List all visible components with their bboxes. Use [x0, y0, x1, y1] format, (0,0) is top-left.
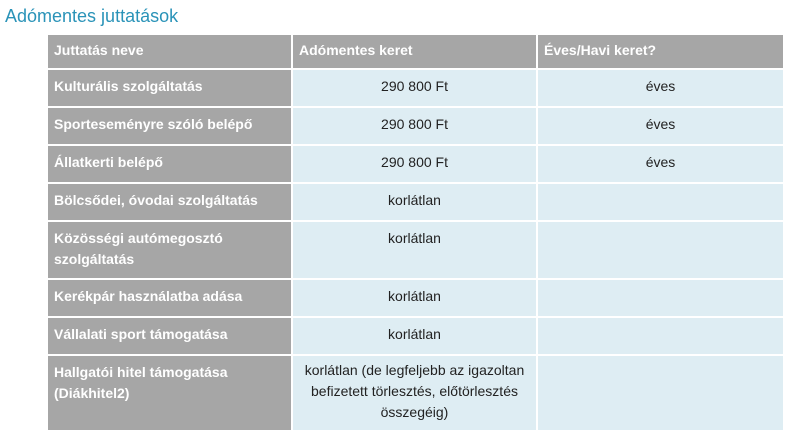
period-cell	[537, 317, 784, 355]
period-cell	[537, 355, 784, 431]
benefit-name-cell: Állatkerti belépő	[47, 145, 292, 183]
benefit-name-cell: Bölcsődei, óvodai szolgáltatás	[47, 183, 292, 221]
benefit-name-cell: Hallgatói hitel támogatása (Diákhitel2)	[47, 355, 292, 431]
header-tax-free-limit: Adómentes keret	[292, 34, 537, 69]
table-row	[47, 317, 784, 355]
period-cell	[537, 183, 784, 221]
period-cell: éves	[537, 145, 784, 183]
table-row	[47, 69, 784, 107]
limit-cell: korlátlan	[292, 221, 537, 279]
table-row	[47, 145, 784, 183]
table-row	[47, 107, 784, 145]
benefit-name-cell: Sporteseményre szóló belépő	[47, 107, 292, 145]
period-cell	[537, 279, 784, 317]
limit-cell: korlátlan	[292, 183, 537, 221]
limit-cell: korlátlan (de legfeljebb az igazoltan befizetett törlesztés, előtörlesztés összegéig)	[292, 355, 537, 431]
header-benefit-name: Juttatás neve	[47, 34, 292, 69]
header-annual-monthly: Éves/Havi keret?	[537, 34, 784, 69]
period-cell: éves	[537, 69, 784, 107]
table-header-row	[47, 34, 784, 69]
limit-cell: 290 800 Ft	[292, 107, 537, 145]
limit-cell: 290 800 Ft	[292, 69, 537, 107]
benefit-name-cell: Vállalati sport támogatása	[47, 317, 292, 355]
table-row	[47, 355, 784, 431]
table-row	[47, 221, 784, 279]
limit-cell: korlátlan	[292, 317, 537, 355]
table-row	[47, 183, 784, 221]
page-title: Adómentes juttatások	[5, 6, 179, 26]
period-cell: éves	[537, 107, 784, 145]
limit-cell: korlátlan	[292, 279, 537, 317]
benefit-name-cell: Kerékpár használatba adása	[47, 279, 292, 317]
limit-cell: 290 800 Ft	[292, 145, 537, 183]
benefits-table	[46, 33, 785, 432]
table-row	[47, 279, 784, 317]
benefit-name-cell: Közösségi autómegosztó szolgáltatás	[47, 221, 292, 279]
period-cell	[537, 221, 784, 279]
benefit-name-cell: Kulturális szolgáltatás	[47, 69, 292, 107]
